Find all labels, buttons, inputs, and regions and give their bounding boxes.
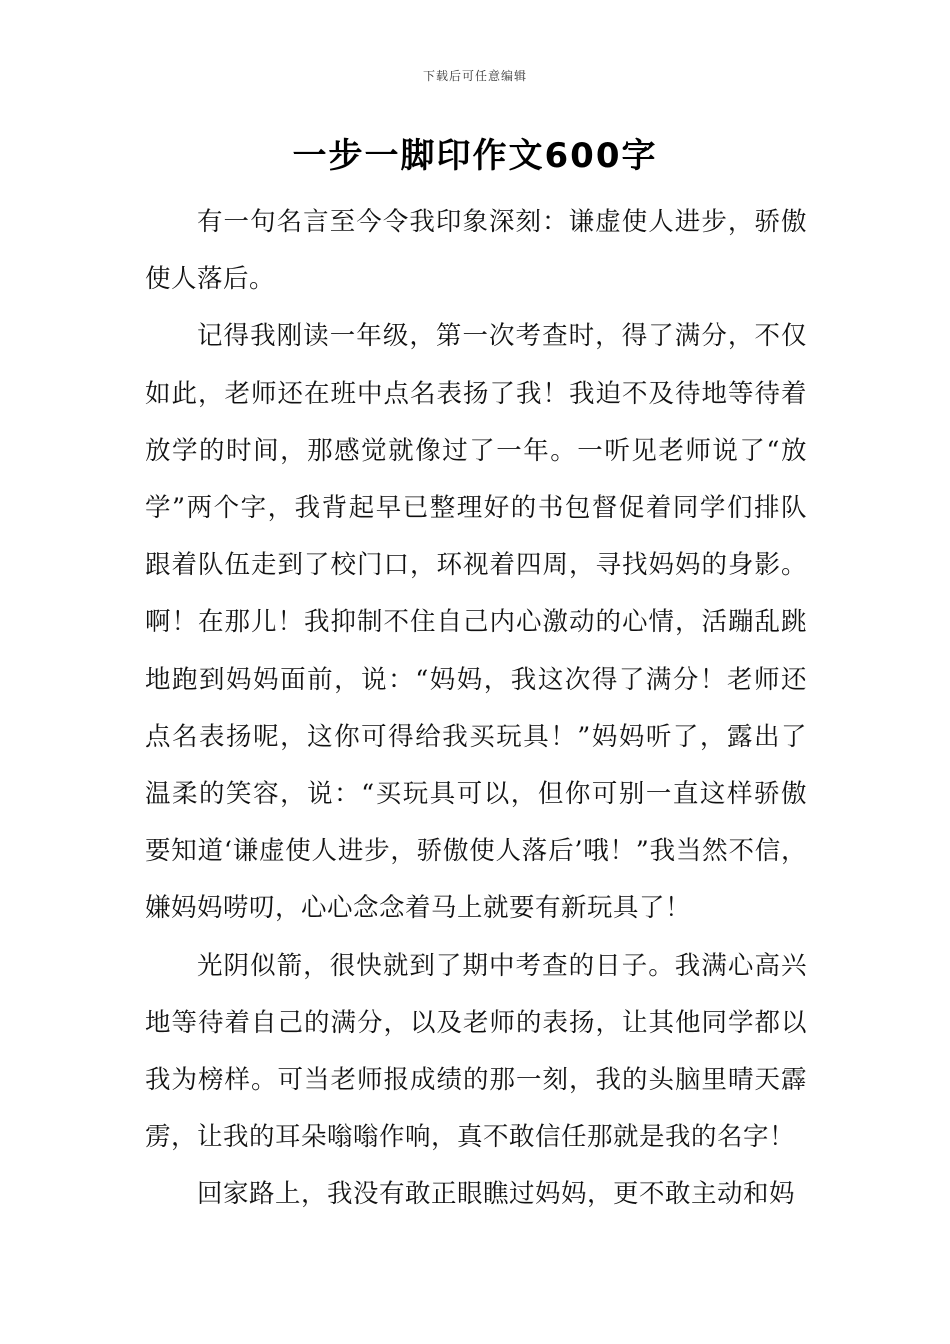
paragraph-2: 记得我刚读一年级，第一次考查时，得了满分，不仅如此，老师还在班中点名表扬了我！我迫不及待地等待着放学的时间，那感觉就像过了一年。一听见老师说了“放学”两个字，我背起早已整理好的书包督促着同学们排队跟着队伍走到了校门口，环视着四周，寻找妈妈的身影。啊！在那儿！我抑制不住自己内心激动的心情，活蹦乱跳地跑到妈妈面前，说：“妈妈，我这次得了满分！老师还点名表扬呢，这你可得给我买玩具！”妈妈听了，露出了温柔的笑容，说：“买玩具可以，但你可别一直这样骄傲要知道‘谦虚使人进步，骄傲使人落后’哦！”我当然不信，嫌妈妈唠叨，心心念念着马上就要有新玩具了！ — [145, 321, 807, 924]
paragraph-4: 回家路上，我没有敢正眼瞧过妈妈，更不敢主动和妈 — [197, 1179, 796, 1210]
paragraph-3: 光阴似箭，很快就到了期中考查的日子。我满心高兴地等待着自己的满分，以及老师的表扬，让其他同学都以我为榜样。可当老师报成绩的那一刻，我的头脑里晴天霹雳，让我的耳朵嗡嗡作响，真不敢信任那就是我的名字！ — [145, 950, 807, 1153]
essay-title: 一步一脚印作文600字 — [292, 136, 658, 176]
header-note: 下载后可任意编辑 — [422, 69, 527, 83]
paragraph-1: 有一句名言至今令我印象深刻：谦虚使人进步，骄傲使人落后。 — [145, 207, 807, 295]
essay-body — [145, 194, 807, 1224]
